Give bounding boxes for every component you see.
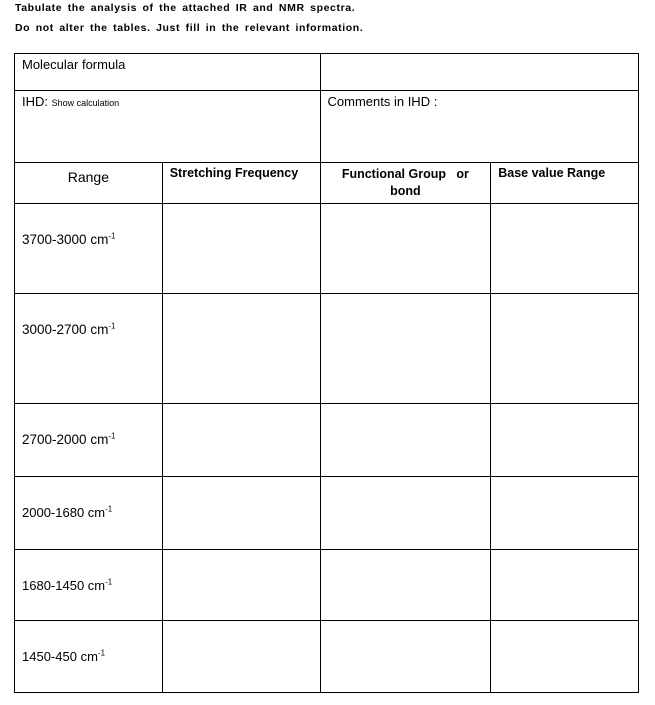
ir-row xyxy=(15,204,639,294)
range-unit: cm xyxy=(90,432,109,447)
ir-analysis-table xyxy=(14,162,639,693)
base-value-range-field[interactable] xyxy=(491,550,639,621)
range-cell xyxy=(15,550,163,621)
base-value-range-field[interactable] xyxy=(491,294,639,404)
ir-row xyxy=(15,404,639,477)
stretching-frequency-field[interactable] xyxy=(162,404,320,477)
molecular-formula-field[interactable] xyxy=(320,54,639,91)
stretching-frequency-field[interactable] xyxy=(162,477,320,550)
range-unit: cm xyxy=(80,649,98,664)
header-functional-group: Functional Group or bond xyxy=(320,163,491,204)
ir-row xyxy=(15,621,639,693)
base-value-range-field[interactable] xyxy=(491,404,639,477)
range-cell xyxy=(15,294,163,404)
range-value: 2000-1680 xyxy=(22,505,85,520)
range-cell xyxy=(15,204,163,294)
instruction-line-1: Tabulate the analysis of the attached IR and NMR spectra. xyxy=(15,2,356,14)
range-value: 1450-450 xyxy=(22,649,77,664)
ir-row xyxy=(15,477,639,550)
stretching-frequency-field[interactable] xyxy=(162,294,320,404)
ihd-cell[interactable] xyxy=(15,91,321,163)
range-cell xyxy=(15,621,163,693)
range-unit-exponent: -1 xyxy=(97,648,106,658)
ihd-label: IHD: xyxy=(22,94,48,109)
header-range: Range xyxy=(15,163,163,204)
range-unit-exponent: -1 xyxy=(108,231,116,241)
functional-group-field[interactable] xyxy=(320,294,491,404)
range-unit: cm xyxy=(87,505,106,520)
functional-group-field[interactable] xyxy=(320,550,491,621)
ihd-comments-label: Comments in IHD : xyxy=(327,94,438,109)
range-unit: cm xyxy=(87,578,106,593)
base-value-range-field[interactable] xyxy=(491,204,639,294)
functional-group-field[interactable] xyxy=(320,204,491,294)
range-unit-exponent: -1 xyxy=(108,321,116,331)
molecular-formula-label-cell xyxy=(15,54,321,91)
range-unit: cm xyxy=(90,232,109,247)
range-unit-exponent: -1 xyxy=(105,577,113,587)
ir-table-body xyxy=(15,204,639,693)
range-cell xyxy=(15,477,163,550)
functional-group-field[interactable] xyxy=(320,404,491,477)
ihd-comments-cell[interactable] xyxy=(320,91,639,163)
range-cell xyxy=(15,404,163,477)
instruction-line-2: Do not alter the tables. Just fill in the relevant information. xyxy=(15,22,364,34)
range-unit-exponent: -1 xyxy=(105,504,113,514)
range-value: 3000-2700 xyxy=(22,322,87,337)
header-stretching-frequency: Stretching Frequency xyxy=(162,163,320,204)
range-value: 1680-1450 xyxy=(22,578,85,593)
range-unit-exponent: -1 xyxy=(108,431,116,441)
ir-row xyxy=(15,550,639,621)
header-base-value-range: Base value Range xyxy=(491,163,639,204)
ir-row xyxy=(15,294,639,404)
base-value-range-field[interactable] xyxy=(491,621,639,693)
molecule-info-table xyxy=(14,53,639,163)
base-value-range-field[interactable] xyxy=(491,477,639,550)
stretching-frequency-field[interactable] xyxy=(162,550,320,621)
molecular-formula-label: Molecular formula xyxy=(22,57,126,72)
ihd-hint: Show calculation xyxy=(51,98,120,108)
stretching-frequency-field[interactable] xyxy=(162,204,320,294)
range-unit: cm xyxy=(90,322,109,337)
functional-group-field[interactable] xyxy=(320,477,491,550)
range-value: 3700-3000 xyxy=(22,232,87,247)
functional-group-field[interactable] xyxy=(320,621,491,693)
range-value: 2700-2000 xyxy=(22,432,87,447)
stretching-frequency-field[interactable] xyxy=(162,621,320,693)
